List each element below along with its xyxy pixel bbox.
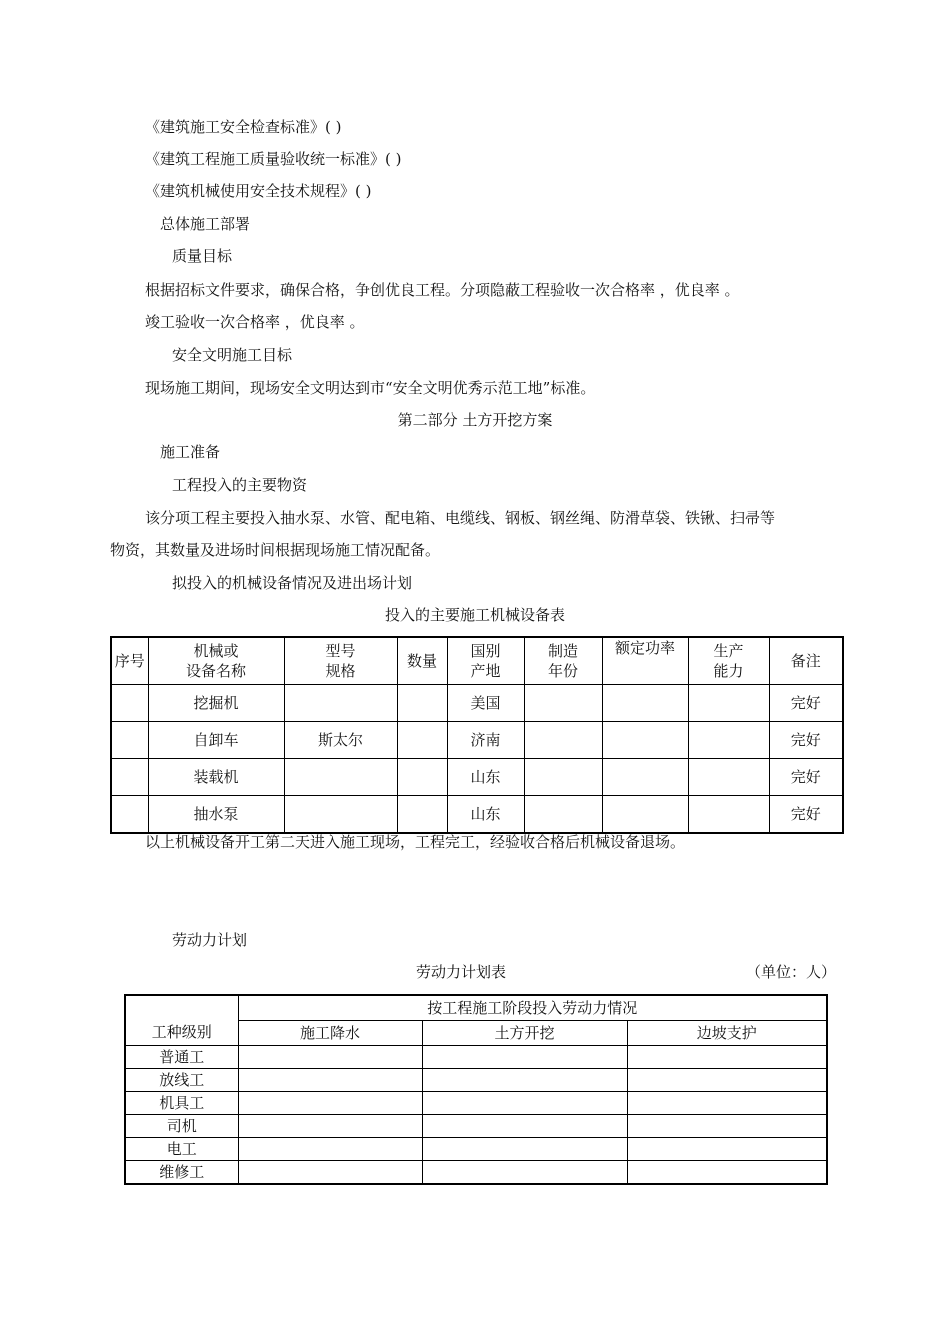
- table-row: [111, 722, 843, 759]
- materials-paragraph-continued: 物资，其数量及进场时间根据现场施工情况配备。: [110, 541, 441, 559]
- cell-capacity: [688, 722, 769, 759]
- cell-empty: [238, 1092, 422, 1115]
- cell-trade: 电工: [125, 1138, 238, 1161]
- table-row: [125, 1115, 827, 1138]
- cell-year: [524, 722, 602, 759]
- cell-seq: [111, 685, 148, 722]
- header-year: 制造 年份: [524, 637, 602, 685]
- table-row: [111, 759, 843, 796]
- cell-seq: [111, 722, 148, 759]
- table-row: [125, 1046, 827, 1069]
- cell-empty: [627, 1092, 827, 1115]
- cell-power: [602, 722, 688, 759]
- cell-empty: [627, 1138, 827, 1161]
- reference-line: 《建筑工程施工质量验收统一标准》( ): [145, 150, 402, 168]
- cell-empty: [422, 1069, 627, 1092]
- cell-capacity: [688, 759, 769, 796]
- table-row: [111, 796, 843, 834]
- labor-table-caption: 劳动力计划表: [416, 963, 507, 981]
- section-heading-overall: 总体施工部署: [160, 215, 251, 233]
- quality-paragraph: 根据招标文件要求，确保合格，争创优良工程。分项隐蔽工程验收一次合格率 ，优良率 。: [145, 281, 740, 299]
- cell-qty: [397, 759, 447, 796]
- table-header-row: [125, 995, 827, 1021]
- cell-model: 斯太尔: [284, 722, 397, 759]
- cell-empty: [422, 1046, 627, 1069]
- cell-trade: 司机: [125, 1115, 238, 1138]
- cell-remark: 完好: [769, 685, 843, 722]
- header-capacity: 生产 能力: [688, 637, 769, 685]
- cell-trade: 放线工: [125, 1069, 238, 1092]
- cell-power: [602, 759, 688, 796]
- equipment-table: [110, 636, 844, 834]
- materials-paragraph: 该分项工程主要投入抽水泵、水管、配电箱、电缆线、钢板、钢丝绳、防滑草袋、铁锹、扫帚等: [145, 509, 776, 527]
- header-trade: 工种级别: [125, 995, 238, 1046]
- header-origin: 国别 产地: [447, 637, 524, 685]
- table-row: [125, 1069, 827, 1092]
- cell-year: [524, 796, 602, 834]
- quality-heading: 质量目标: [172, 247, 233, 265]
- header-name: 机械或 设备名称: [148, 637, 284, 685]
- cell-origin: 济南: [447, 722, 524, 759]
- header-seq: 序号: [111, 637, 148, 685]
- cell-trade: 机具工: [125, 1092, 238, 1115]
- cell-empty: [238, 1069, 422, 1092]
- cell-remark: 完好: [769, 759, 843, 796]
- cell-name: 装载机: [148, 759, 284, 796]
- cell-name: 自卸车: [148, 722, 284, 759]
- cell-trade: 普通工: [125, 1046, 238, 1069]
- reference-line: 《建筑机械使用安全技术规程》( ): [145, 182, 372, 200]
- cell-capacity: [688, 796, 769, 834]
- labor-heading: 劳动力计划: [172, 931, 248, 949]
- cell-model: [284, 759, 397, 796]
- table-row: [111, 685, 843, 722]
- cell-empty: [422, 1161, 627, 1185]
- cell-empty: [238, 1161, 422, 1185]
- header-stage: 施工降水: [238, 1021, 422, 1046]
- cell-origin: 美国: [447, 685, 524, 722]
- header-power: 额定功率: [602, 637, 688, 685]
- materials-heading: 工程投入的主要物资: [172, 476, 308, 494]
- labor-table: [124, 994, 828, 1185]
- cell-model: [284, 796, 397, 834]
- cell-name: 抽水泵: [148, 796, 284, 834]
- cell-capacity: [688, 685, 769, 722]
- cell-empty: [627, 1161, 827, 1185]
- cell-qty: [397, 796, 447, 834]
- cell-empty: [627, 1069, 827, 1092]
- header-model: 型号 规格: [284, 637, 397, 685]
- quality-paragraph-continued: 竣工验收一次合格率 ，优良率 。: [145, 313, 365, 331]
- machinery-heading: 拟投入的机械设备情况及进出场计划: [172, 574, 413, 592]
- cell-power: [602, 685, 688, 722]
- header-stage: 土方开挖: [422, 1021, 627, 1046]
- labor-table-unit: （单位：人）: [746, 963, 837, 981]
- cell-empty: [422, 1115, 627, 1138]
- cell-remark: 完好: [769, 722, 843, 759]
- table-row: [125, 1161, 827, 1185]
- cell-seq: [111, 759, 148, 796]
- cell-year: [524, 759, 602, 796]
- equipment-note: 以上机械设备开工第二天进入施工现场，工程完工，经验收合格后机械设备退场。: [145, 833, 686, 851]
- table-row: [125, 1092, 827, 1115]
- cell-origin: 山东: [447, 759, 524, 796]
- safety-paragraph: 现场施工期间，现场安全文明达到市“安全文明优秀示范工地”标准。: [145, 379, 596, 397]
- cell-empty: [627, 1046, 827, 1069]
- header-stage: 边坡支护: [627, 1021, 827, 1046]
- cell-model: [284, 685, 397, 722]
- cell-trade: 维修工: [125, 1161, 238, 1185]
- header-remark: 备注: [769, 637, 843, 685]
- cell-empty: [238, 1046, 422, 1069]
- table-header-row: [111, 637, 843, 685]
- cell-origin: 山东: [447, 796, 524, 834]
- table-row: [125, 1138, 827, 1161]
- safety-heading: 安全文明施工目标: [172, 346, 293, 364]
- header-qty: 数量: [397, 637, 447, 685]
- cell-empty: [422, 1092, 627, 1115]
- header-stage-group: 按工程施工阶段投入劳动力情况: [238, 995, 827, 1021]
- cell-qty: [397, 685, 447, 722]
- prep-heading: 施工准备: [160, 443, 221, 461]
- cell-remark: 完好: [769, 796, 843, 834]
- cell-qty: [397, 722, 447, 759]
- cell-year: [524, 685, 602, 722]
- cell-empty: [238, 1115, 422, 1138]
- cell-power: [602, 796, 688, 834]
- cell-empty: [422, 1138, 627, 1161]
- equipment-table-caption: 投入的主要施工机械设备表: [384, 606, 565, 624]
- reference-line: 《建筑施工安全检查标准》( ): [145, 118, 342, 136]
- cell-empty: [627, 1115, 827, 1138]
- part-title: 第二部分 土方开挖方案: [397, 411, 553, 429]
- cell-name: 挖掘机: [148, 685, 284, 722]
- cell-seq: [111, 796, 148, 834]
- cell-empty: [238, 1138, 422, 1161]
